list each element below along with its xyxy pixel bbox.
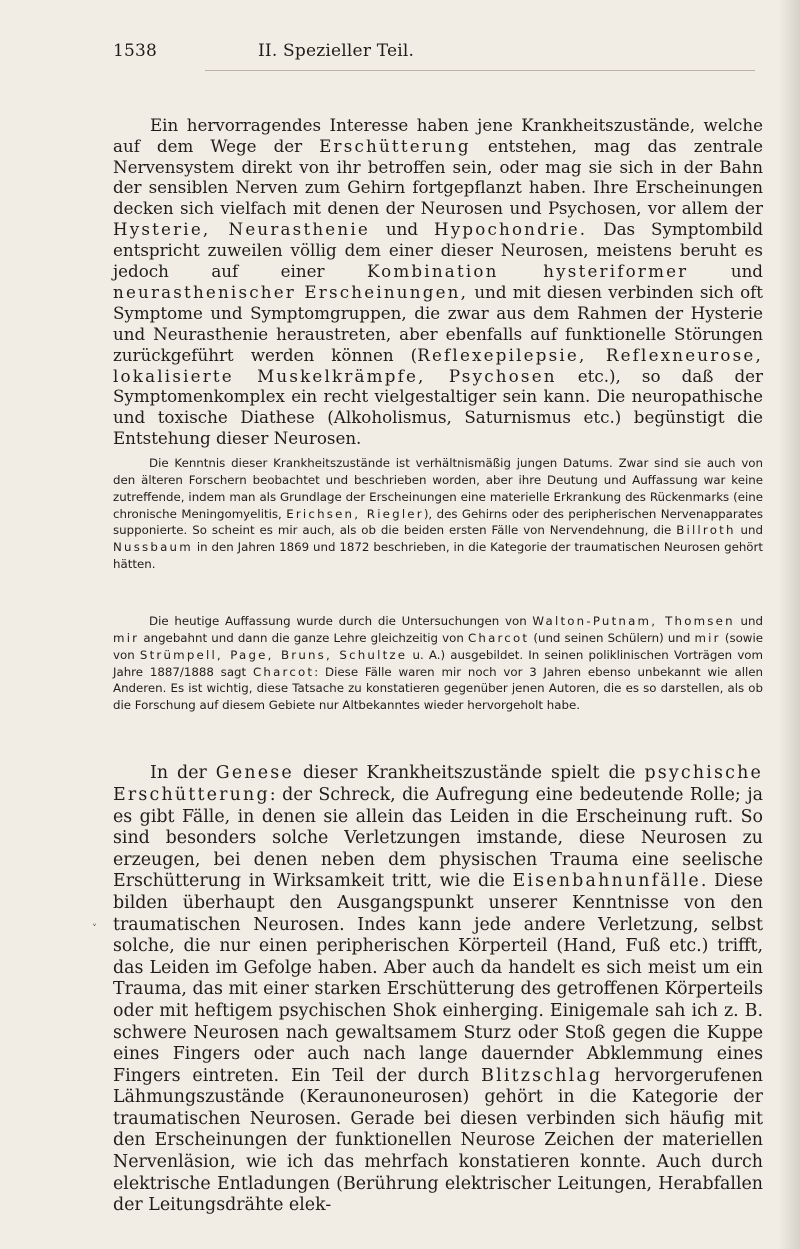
text-run: In der bbox=[150, 763, 216, 784]
spaced-emphasis: Erschütterung bbox=[319, 135, 471, 156]
spaced-emphasis: Reflexepilepsie, Reflexneurose, lokalisierte Muskelkrämpfe, Psychosen bbox=[113, 344, 764, 386]
paragraph-erschuetterung bbox=[113, 115, 763, 450]
text-run: und bbox=[688, 261, 763, 282]
text-run: und mit diesen verbinden sich oft Symptome und Symptomgruppen, die zwar aus dem Rahmen der Hysterie und Neurasthenie heraustreten, aber ebenfalls auf funktionelle Störungen zurückgeführt werden können ( bbox=[113, 281, 764, 365]
text-run: Ein hervorragendes Interesse haben jene Krankheitszustände, welche auf dem Wege der bbox=[113, 114, 763, 156]
spaced-emphasis: Kombination hysteriformer bbox=[366, 261, 689, 282]
spaced-emphasis: Charcot bbox=[253, 664, 315, 679]
spaced-emphasis: neurasthenischer Erscheinungen, bbox=[113, 281, 469, 302]
page-edge-shadow bbox=[778, 0, 800, 1249]
text-run: und bbox=[369, 219, 434, 240]
text-run: . Diese bilden überhaupt den Ausgangspunkt unserer Kenntnisse von den traumatischen Neurosen. Indes kann jede andere Verletzung, selbst solche, die nur einen peripherischen Körperteil (Hand, Fuß etc.) trifft, das Leiden im Gefolge haben. Aber auch da handelt es sich meist um ein Trauma, das mit einer starken Erschütterung des getroffenen Körperteils oder mit heftigem psychischen Shok einherging. Einigemale sah ich z. B. schwere Neurosen nach gewaltsamem Sturz oder Stoß gegen die Kuppe eines Fingers oder auch nach lange dauernder Abklemmung eines Fingers eintreten. Ein Teil der durch bbox=[113, 871, 763, 1086]
text-run: ), des Gehirns oder des peripherischen Nervenapparates supponierte. So scheint es mir auch, als ob die beiden ersten Fälle von Nervendehnung, die bbox=[113, 506, 763, 538]
note-paragraph-auffassung bbox=[113, 613, 763, 714]
spaced-emphasis: Eisenbahnunfälle bbox=[512, 871, 701, 892]
text-run: angebahnt und dann die ganze Lehre gleichzeitig von bbox=[139, 630, 468, 645]
text-run: dieser Krankheitszustände spielt die bbox=[293, 763, 645, 784]
text-run: und bbox=[735, 523, 763, 538]
text-run: Die heutige Auffassung wurde durch die Untersuchungen von bbox=[149, 613, 533, 628]
margin-mark: ˅ bbox=[92, 924, 97, 935]
text-run: entstehen, mag das zentrale Nervensystem direkt von ihr betroffen sein, oder mag sie sich in der Bahn der sensiblen Nerven zum Gehirn fortgepflanzt haben. Ihre Erscheinungen decken sich vielfach mit denen der Neurosen und Psychosen, vor allem der bbox=[113, 135, 763, 219]
spaced-emphasis: mir bbox=[694, 630, 721, 645]
text-run: u. A.) ausgebildet. In seinen poliklinischen Vorträgen vom Jahre 1887/1888 sagt bbox=[113, 647, 764, 679]
spaced-emphasis: Hypochondrie. bbox=[433, 219, 588, 240]
text-run: und bbox=[734, 613, 763, 628]
spaced-emphasis: psychische Erschütterung bbox=[113, 763, 763, 805]
spaced-emphasis: Erichsen, Riegler bbox=[286, 506, 424, 521]
text-run: Das Symptombild entspricht zuweilen völlig dem einer dieser Neurosen, meistens beruht es jedoch auf einer bbox=[113, 219, 764, 282]
spaced-emphasis: Genese bbox=[215, 763, 294, 784]
text-run: hervorgerufenen Lähmungszustände (Keraunoneurosen) gehört in die Kategorie der traumatischen Neurosen. Gerade bei diesen verbinden sich häufig mit den Erscheinungen der funktionellen Neurose Zeichen der materiellen Nervenläsion, wie ich das mehrfach konstatieren konnte. Auch durch elektrische Entladungen (Berührung elektrischer Leitungen, Herabfallen der Leitungsdrähte elek- bbox=[113, 1065, 763, 1216]
text-run: (und seinen Schülern) und bbox=[529, 630, 695, 645]
text-run: : der Schreck, die Aufregung eine bedeutende Rolle; ja es gibt Fälle, in denen sie allein das Leiden in die Erscheinung ruft. So sind besonders solche Verletzungen imstande, diese Neurosen zu erzeugen, bei denen neben dem physischen Trauma eine seelische Erschütterung in Wirksamkeit tritt, wie die bbox=[113, 784, 763, 892]
spaced-emphasis: Walton-Putnam, Thomsen bbox=[532, 613, 735, 628]
spaced-emphasis: Blitzschlag bbox=[481, 1065, 603, 1086]
note-paragraph-kenntnis bbox=[113, 455, 763, 573]
spaced-emphasis: Hysterie, Neurasthenie bbox=[113, 219, 370, 240]
text-run: : Diese Fälle waren mir noch vor 3 Jahren ebenso unbekannt wie allen Anderen. Es ist wichtig, diese Tatsache zu konstatieren gegenüber jenen Autoren, die es so darstellen, als ob die Forschung auf diesem Gebiete nur Altbekanntes wieder hervorgeholt habe. bbox=[113, 664, 764, 713]
spaced-emphasis: Nussbaum bbox=[113, 540, 193, 555]
spaced-emphasis: mir bbox=[113, 630, 140, 645]
paragraph-genese bbox=[113, 763, 763, 1216]
text-run: etc.), so daß der Symptomenkomplex ein recht vielgestaltiger sein kann. Die neuropathische und toxische Diathese (Alkoholismus, Saturnismus etc.) begünstigt die Entstehung dieser Neurosen. bbox=[113, 365, 763, 449]
spaced-emphasis: Billroth bbox=[676, 523, 736, 538]
spaced-emphasis: Strümpell, Page, Bruns, Schultze bbox=[139, 647, 408, 662]
page-header bbox=[113, 41, 713, 65]
spaced-emphasis: Charcot bbox=[467, 630, 530, 645]
header-rule bbox=[205, 70, 755, 71]
text-run: (sowie von bbox=[113, 630, 763, 662]
running-head: II. Spezieller Teil. bbox=[258, 41, 415, 61]
page-number: 1538 bbox=[113, 41, 158, 61]
text-run: in den Jahren 1869 und 1872 beschrieben, in die Kategorie der traumatischen Neurosen gehört hätten. bbox=[113, 540, 763, 572]
text-run: Die Kenntnis dieser Krankheitszustände ist verhältnismäßig jungen Datums. Zwar sind sie auch von den älteren Forschern beobachtet und beschrieben worden, aber ihre Deutung und Auffassung war keine zutreffende, indem man als Grundlage der Erscheinungen eine materielle Erkrankung des Rückenmarks (eine chronische Meningomyelitis, bbox=[113, 455, 763, 521]
